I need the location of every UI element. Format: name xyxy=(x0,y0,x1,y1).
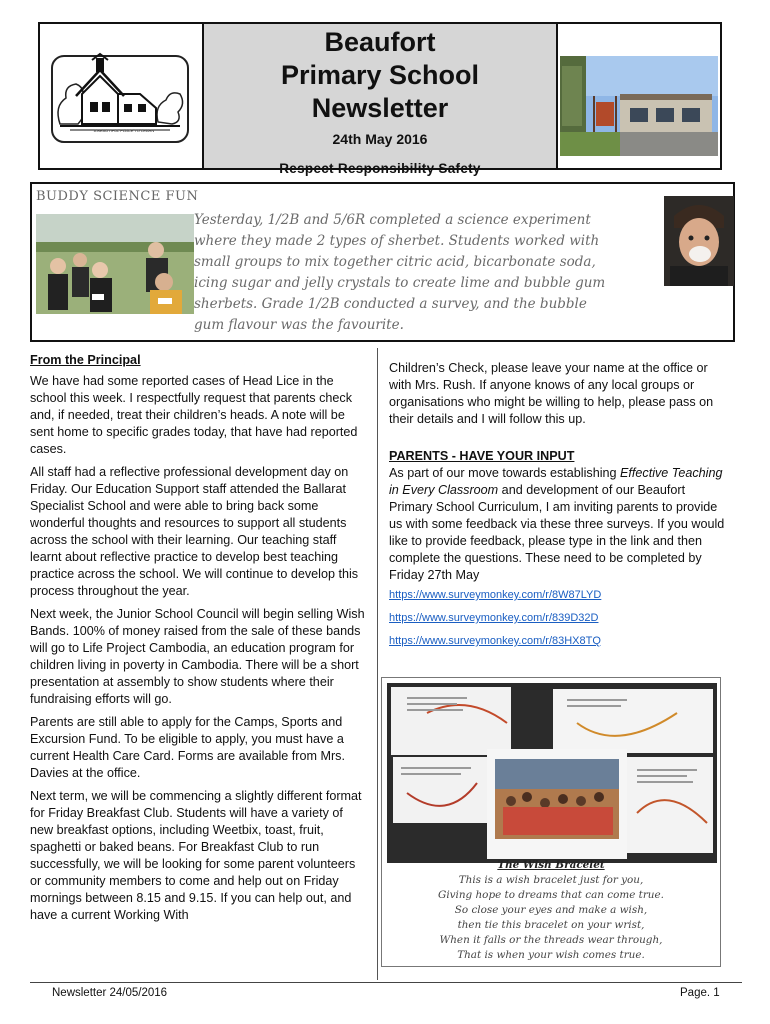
buddy-text-line: icing sugar and jelly crystals to create lime and bubble gum xyxy=(194,275,606,291)
principal-paragraph-wish-bands: Next week, the Junior School Council will begin selling Wish Bands. 100% of money raised from the sale of these bands will go to Life Project Cambodia, an education program for children living in poverty in Cambodia. There will be a short presentation at assembly to show students where their fundraising efforts will go. xyxy=(30,607,365,706)
parents-text-start: As part of our move towards establishing xyxy=(389,466,620,480)
buddy-text-line: gum flavour was the favourite. xyxy=(194,317,404,333)
parents-text-end: and development of our Beaufort Primary School Curriculum, I am inviting parents to provide us with some feedback via these three surveys. If you would like to provide feedback, please type in the link and then complete the questions. These need to be completed by Friday 27th May xyxy=(389,483,725,582)
school-building-logo-icon xyxy=(40,24,200,164)
newsletter-title-block xyxy=(204,24,558,176)
principal-continued-text: Children’s Check, please leave your name at the office or with Mrs. Rush. If anyone knows of any local groups or organisations who might be willing to help, please pass on their details and I will follow this up. xyxy=(389,361,714,426)
wish-bracelet-photo xyxy=(387,683,717,863)
buddy-text-line: where they made 2 types of sherbet. Students worked with xyxy=(194,233,600,249)
students-experiment-photo xyxy=(36,214,194,314)
school-name-line2: Primary School xyxy=(280,60,480,90)
poem-line: That is when your wish comes true. xyxy=(457,949,645,961)
principal-paragraph-camps-fund: Parents are still able to apply for the Camps, Sports and Excursion Fund. To be eligible to apply, you must have a current Health Care Card. Forms are available from Mrs. Davies at the office. xyxy=(30,715,345,780)
buddy-text-line: Yesterday, 1/2B and 5/6R completed a science experiment xyxy=(194,212,591,228)
logo-caption: A BEAUTIFUL PLACE TO LEARN xyxy=(93,128,155,133)
footer-newsletter-date: Newsletter 24/05/2016 xyxy=(52,987,168,999)
poem-line: When it falls or the threads wear through, xyxy=(439,934,663,946)
wish-bracelet-box xyxy=(381,677,721,967)
poem-line: Giving hope to dreams that can come true. xyxy=(438,889,664,901)
buddy-text-line: small groups to mix together citric acid, bicarbonate soda, xyxy=(194,254,596,270)
effective-teaching-emphasis: Effective Teaching in Every Classroom xyxy=(389,466,723,497)
principal-paragraph-head-lice: We have had some reported cases of Head Lice in the school this week. I respectfully request that parents check and, if needed, treat their children’s heads. A note will be sent home to specific grades today, that have had reported cases. xyxy=(30,374,358,456)
principal-paragraph-breakfast-club: Next term, we will be commencing a slightly different format for Friday Breakfast Club. Students will have a variety of new breakfast options, including Weetbix, toast, fruit, spaghetti or baked beans. For Breakfast Club to run successfully, we will be looking for some parent volunteers or community members to come and help out on Friday mornings between 8.15 and 9.15. If you can help out, and have a current Working With xyxy=(30,789,362,922)
parents-input-heading: PARENTS - HAVE YOUR INPUT xyxy=(389,449,575,463)
survey-link-3[interactable]: https://www.surveymonkey.com/r/83HX8TQ xyxy=(389,635,601,647)
buddy-science-box xyxy=(30,182,735,342)
principal-column xyxy=(30,352,366,930)
poem-title: The Wish Bracelet xyxy=(497,859,605,871)
parents-input-text xyxy=(389,465,729,584)
masthead xyxy=(38,22,722,176)
principal-paragraph-professional-development: All staff had a reflective professional development day on Friday. Our Education Support staff attended the Ballarat Specialist School and were able to bring back some wonderful thoughts and resources to support all students across the school with their learning. Our teaching staff learnt about reflective practice to develop best teaching practice across the school. We will continue to develop this process throughout the year. xyxy=(30,465,359,598)
buddy-science-heading: BUDDY SCIENCE FUN xyxy=(36,189,199,204)
student-sherbet-face-photo xyxy=(664,196,734,286)
poem-line: So close your eyes and make a wish, xyxy=(454,904,648,916)
column-divider xyxy=(377,348,378,980)
footer-page-number: Page. 1 xyxy=(680,987,720,999)
buddy-science-text xyxy=(194,210,664,336)
school-name-line1: Beaufort xyxy=(324,27,436,57)
buddy-text-line: sherbets. Grade 1/2B conducted a survey, and the bubble xyxy=(194,296,587,312)
school-logo xyxy=(40,24,204,168)
footer-rule xyxy=(30,982,742,983)
poem-line: This is a wish bracelet just for you, xyxy=(458,874,644,886)
principal-heading: From the Principal xyxy=(30,353,141,367)
wish-bracelet-poem xyxy=(382,858,720,963)
newsletter-label: Newsletter xyxy=(311,93,449,123)
issue-date: 24th May 2016 xyxy=(332,131,428,147)
survey-link-1[interactable]: https://www.surveymonkey.com/r/8W87LYD xyxy=(389,589,602,601)
right-column xyxy=(389,360,729,657)
survey-link-2[interactable]: https://www.surveymonkey.com/r/839D32D xyxy=(389,612,599,624)
school-photo xyxy=(558,24,720,168)
poem-line: then tie this bracelet on your wrist, xyxy=(457,919,645,931)
school-building-photo xyxy=(560,56,718,156)
wish-bracelet-cards-image xyxy=(387,683,717,863)
school-motto: Respect Responsibility Safety xyxy=(279,161,481,176)
